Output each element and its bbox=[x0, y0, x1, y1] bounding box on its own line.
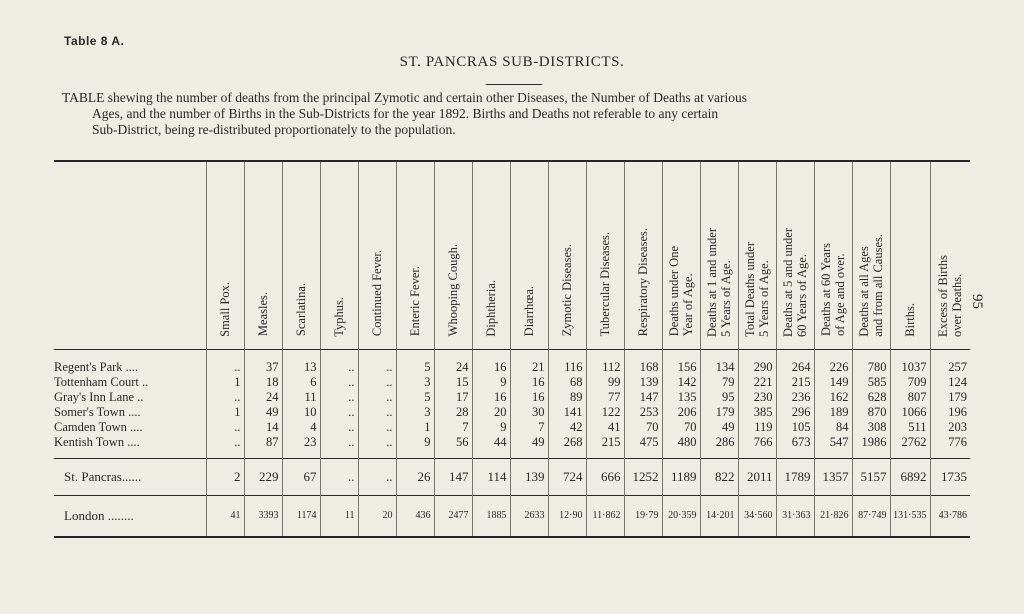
row-label: Tottenham Court .. bbox=[54, 374, 149, 389]
table-cell: 87·749 bbox=[852, 495, 890, 537]
table-cell: 116 bbox=[548, 349, 586, 375]
table-cell: 11·862 bbox=[586, 495, 624, 537]
spacer-cell bbox=[358, 450, 396, 459]
page-number: 95 bbox=[969, 294, 985, 309]
column-header-label: Small Pox. bbox=[218, 281, 232, 337]
table-cell: 2011 bbox=[738, 458, 776, 495]
table-cell: 10 bbox=[282, 405, 320, 420]
table-cell: 7 bbox=[510, 420, 548, 435]
table-cell: 119 bbox=[738, 420, 776, 435]
table-cell: 89 bbox=[548, 390, 586, 405]
table-cell: 189 bbox=[814, 405, 852, 420]
table-cell: .. bbox=[358, 405, 396, 420]
table-cell: 196 bbox=[930, 405, 970, 420]
table-cell: 168 bbox=[624, 349, 662, 375]
column-header-label: Diarrhœa. bbox=[522, 286, 536, 337]
column-header bbox=[700, 161, 738, 349]
table-cell: 95 bbox=[700, 390, 738, 405]
table-cell: .. bbox=[320, 375, 358, 390]
table-cell: .. bbox=[320, 458, 358, 495]
table-cell: 666 bbox=[586, 458, 624, 495]
column-header bbox=[586, 161, 624, 349]
table-cell: 31·363 bbox=[776, 495, 814, 537]
table-cell: 286 bbox=[700, 435, 738, 450]
column-header bbox=[930, 161, 970, 349]
column-header bbox=[206, 161, 244, 349]
table-cell: .. bbox=[320, 405, 358, 420]
table-cell: 3 bbox=[396, 375, 434, 390]
table-row bbox=[54, 349, 970, 375]
column-header-label: Enteric Fever. bbox=[408, 266, 422, 337]
table-cell: 229 bbox=[244, 458, 282, 495]
column-header-label: Scarlatina. bbox=[294, 283, 308, 337]
table-cell: .. bbox=[206, 349, 244, 375]
spacer-cell bbox=[548, 450, 586, 459]
spacer-cell bbox=[776, 450, 814, 459]
table-cell: 3393 bbox=[244, 495, 282, 537]
column-header-label: Whooping Cough. bbox=[446, 244, 460, 337]
table-cell: 1037 bbox=[890, 349, 930, 375]
row-label: London ........ bbox=[54, 495, 206, 537]
table-cell: 16 bbox=[510, 390, 548, 405]
table-cell: 149 bbox=[814, 375, 852, 390]
column-header-label: Measles. bbox=[256, 292, 270, 337]
table-cell: .. bbox=[206, 390, 244, 405]
column-header bbox=[662, 161, 700, 349]
table-cell: 42 bbox=[548, 420, 586, 435]
row-label: Camden Town .... bbox=[54, 419, 143, 434]
header-corner bbox=[54, 161, 206, 349]
table-cell: 18 bbox=[244, 375, 282, 390]
table-cell: 2762 bbox=[890, 435, 930, 450]
table-cell: 49 bbox=[510, 435, 548, 450]
table-cell: 41 bbox=[586, 420, 624, 435]
spacer-cell bbox=[930, 450, 970, 459]
table-cell: 134 bbox=[700, 349, 738, 375]
table-cell: 179 bbox=[700, 405, 738, 420]
table-cell: 114 bbox=[472, 458, 510, 495]
table-cell: 221 bbox=[738, 375, 776, 390]
column-header-label: Zymotic Diseases. bbox=[560, 244, 574, 337]
table-cell: 2477 bbox=[434, 495, 472, 537]
table-cell: 24 bbox=[244, 390, 282, 405]
column-header bbox=[472, 161, 510, 349]
table-cell: 37 bbox=[244, 349, 282, 375]
table-cell: 511 bbox=[890, 420, 930, 435]
table-cell: 1 bbox=[206, 405, 244, 420]
table-cell: 16 bbox=[472, 390, 510, 405]
table-cell: 147 bbox=[624, 390, 662, 405]
table-body bbox=[54, 349, 970, 537]
table-cell: 142 bbox=[662, 375, 700, 390]
table-cell: 14 bbox=[244, 420, 282, 435]
spacer-cell bbox=[206, 450, 244, 459]
table-cell: .. bbox=[320, 390, 358, 405]
spacer-cell bbox=[738, 450, 776, 459]
table-cell: 780 bbox=[852, 349, 890, 375]
spacer-cell bbox=[814, 450, 852, 459]
spacer-cell bbox=[434, 450, 472, 459]
table-cell: 6892 bbox=[890, 458, 930, 495]
table-cell: 1174 bbox=[282, 495, 320, 537]
spacer-cell bbox=[320, 450, 358, 459]
column-header-label: Tubercular Diseases. bbox=[598, 232, 612, 337]
column-header bbox=[776, 161, 814, 349]
table-cell: 11 bbox=[282, 390, 320, 405]
table-row bbox=[54, 420, 970, 435]
table-cell: 139 bbox=[624, 375, 662, 390]
table-cell: 124 bbox=[930, 375, 970, 390]
table-cell: 43·786 bbox=[930, 495, 970, 537]
table-cell: 1 bbox=[396, 420, 434, 435]
column-header-label: Deaths at 5 and under 60 Years of Age. bbox=[781, 227, 809, 337]
spacer-cell bbox=[282, 450, 320, 459]
table-cell: 23 bbox=[282, 435, 320, 450]
table-cell: 20·359 bbox=[662, 495, 700, 537]
table-cell: 257 bbox=[930, 349, 970, 375]
table-cell: 16 bbox=[510, 375, 548, 390]
table-cell: 14·201 bbox=[700, 495, 738, 537]
table-cell: 206 bbox=[662, 405, 700, 420]
column-header-label: Typhus. bbox=[332, 296, 346, 337]
table-cell: 807 bbox=[890, 390, 930, 405]
spacer-cell bbox=[700, 450, 738, 459]
table-cell: 70 bbox=[624, 420, 662, 435]
table-cell: 49 bbox=[244, 405, 282, 420]
table-cell: 67 bbox=[282, 458, 320, 495]
column-header-label: Births. bbox=[903, 302, 917, 337]
table-cell: 264 bbox=[776, 349, 814, 375]
table-cell: 77 bbox=[586, 390, 624, 405]
table-cell: 84 bbox=[814, 420, 852, 435]
description-line-1: TABLE shewing the number of deaths from the principal Zymotic and certain other Diseases, the Number of Deaths at various bbox=[62, 90, 747, 105]
column-header bbox=[320, 161, 358, 349]
table-cell: 724 bbox=[548, 458, 586, 495]
spacer-cell bbox=[510, 450, 548, 459]
london-row bbox=[54, 495, 970, 537]
row-label: St. Pancras...... bbox=[54, 458, 206, 495]
column-header bbox=[358, 161, 396, 349]
table-cell: 20 bbox=[358, 495, 396, 537]
table-cell: 11 bbox=[320, 495, 358, 537]
spacer-cell bbox=[244, 450, 282, 459]
column-header-label: Deaths at 1 and under 5 Years of Age. bbox=[705, 227, 733, 337]
table-cell: 21 bbox=[510, 349, 548, 375]
table-row bbox=[54, 375, 970, 390]
table-cell: 3 bbox=[396, 405, 434, 420]
table-cell: 28 bbox=[434, 405, 472, 420]
table-row bbox=[54, 390, 970, 405]
table-cell: 1252 bbox=[624, 458, 662, 495]
table-cell: .. bbox=[358, 458, 396, 495]
table-cell: .. bbox=[206, 435, 244, 450]
table-cell: 236 bbox=[776, 390, 814, 405]
column-header bbox=[890, 161, 930, 349]
title-rule bbox=[486, 84, 542, 85]
table-cell: 16 bbox=[472, 349, 510, 375]
table-cell: 49 bbox=[700, 420, 738, 435]
table-cell: 34·560 bbox=[738, 495, 776, 537]
table-cell: 1066 bbox=[890, 405, 930, 420]
table-description bbox=[62, 90, 982, 138]
column-header bbox=[814, 161, 852, 349]
table-cell: 105 bbox=[776, 420, 814, 435]
table-cell: 70 bbox=[662, 420, 700, 435]
table-cell: 56 bbox=[434, 435, 472, 450]
table-cell: 79 bbox=[700, 375, 738, 390]
spacer-cell bbox=[624, 450, 662, 459]
table-cell: 385 bbox=[738, 405, 776, 420]
table-cell: 628 bbox=[852, 390, 890, 405]
table-cell: 9 bbox=[396, 435, 434, 450]
column-header-label: Deaths at 60 Years of Age and over. bbox=[819, 243, 847, 337]
table-cell: 1189 bbox=[662, 458, 700, 495]
column-header-label: Respiratory Diseases. bbox=[636, 228, 650, 337]
column-header-label: Diphtheria. bbox=[484, 279, 498, 337]
column-header-label: Total Deaths under 5 Years of Age. bbox=[743, 241, 771, 337]
table-cell: 41 bbox=[206, 495, 244, 537]
table-cell: 1885 bbox=[472, 495, 510, 537]
column-header-label: Deaths under One Year of Age. bbox=[667, 246, 695, 337]
column-header-label: Deaths at all Ages and from all Causes. bbox=[857, 233, 885, 337]
spacer-cell bbox=[54, 450, 206, 459]
table-cell: 1357 bbox=[814, 458, 852, 495]
row-label: Somer's Town .... bbox=[54, 404, 141, 419]
table-cell: 7 bbox=[434, 420, 472, 435]
table-cell: .. bbox=[320, 349, 358, 375]
column-header bbox=[852, 161, 890, 349]
table-cell: 6 bbox=[282, 375, 320, 390]
column-header bbox=[738, 161, 776, 349]
table-cell: 162 bbox=[814, 390, 852, 405]
table-cell: 139 bbox=[510, 458, 548, 495]
table-cell: 112 bbox=[586, 349, 624, 375]
table-cell: 230 bbox=[738, 390, 776, 405]
table-cell: 26 bbox=[396, 458, 434, 495]
description-line-3: Sub-District, being re-distributed proportionately to the population. bbox=[92, 122, 456, 137]
spacer-cell bbox=[586, 450, 624, 459]
table-cell: 19·79 bbox=[624, 495, 662, 537]
table-cell: 9 bbox=[472, 420, 510, 435]
table-cell: 15 bbox=[434, 375, 472, 390]
table-cell: 436 bbox=[396, 495, 434, 537]
table-cell: 1789 bbox=[776, 458, 814, 495]
table-cell: 268 bbox=[548, 435, 586, 450]
table-cell: .. bbox=[320, 420, 358, 435]
table-cell: 290 bbox=[738, 349, 776, 375]
column-header-label: Continued Fever. bbox=[370, 250, 384, 337]
table-cell: 5 bbox=[396, 349, 434, 375]
table-cell: 547 bbox=[814, 435, 852, 450]
spacer-cell bbox=[890, 450, 930, 459]
row-label: Regent's Park .... bbox=[54, 359, 139, 374]
table-cell: 870 bbox=[852, 405, 890, 420]
table-cell: 179 bbox=[930, 390, 970, 405]
table-cell: 709 bbox=[890, 375, 930, 390]
column-header bbox=[396, 161, 434, 349]
column-header-label: Excess of Births over Deaths. bbox=[936, 254, 965, 337]
column-header bbox=[434, 161, 472, 349]
table-cell: 4 bbox=[282, 420, 320, 435]
table-cell: 296 bbox=[776, 405, 814, 420]
table-cell: 480 bbox=[662, 435, 700, 450]
table-cell: 2633 bbox=[510, 495, 548, 537]
table-cell: .. bbox=[358, 435, 396, 450]
column-header bbox=[510, 161, 548, 349]
table-cell: 475 bbox=[624, 435, 662, 450]
table-cell: 147 bbox=[434, 458, 472, 495]
table-cell: 5 bbox=[396, 390, 434, 405]
table-cell: 2 bbox=[206, 458, 244, 495]
table-row bbox=[54, 435, 970, 450]
table-cell: .. bbox=[320, 435, 358, 450]
table-cell: 24 bbox=[434, 349, 472, 375]
table-cell: 1735 bbox=[930, 458, 970, 495]
table-cell: 9 bbox=[472, 375, 510, 390]
column-header bbox=[282, 161, 320, 349]
table-cell: 253 bbox=[624, 405, 662, 420]
table-cell: 17 bbox=[434, 390, 472, 405]
spacer-cell bbox=[852, 450, 890, 459]
table-cell: 99 bbox=[586, 375, 624, 390]
table-cell: 30 bbox=[510, 405, 548, 420]
total-row bbox=[54, 458, 970, 495]
table-cell: .. bbox=[358, 349, 396, 375]
table-cell: 673 bbox=[776, 435, 814, 450]
column-header bbox=[244, 161, 282, 349]
table-cell: 122 bbox=[586, 405, 624, 420]
table-cell: .. bbox=[358, 390, 396, 405]
mortality-table bbox=[54, 160, 970, 538]
table-cell: 585 bbox=[852, 375, 890, 390]
spacer-cell bbox=[662, 450, 700, 459]
table-cell: 215 bbox=[586, 435, 624, 450]
column-header bbox=[624, 161, 662, 349]
spacer-cell bbox=[396, 450, 434, 459]
table-cell: 21·826 bbox=[814, 495, 852, 537]
spacer-cell bbox=[472, 450, 510, 459]
table-cell: 215 bbox=[776, 375, 814, 390]
table-cell: 135 bbox=[662, 390, 700, 405]
table-cell: 822 bbox=[700, 458, 738, 495]
table-cell: .. bbox=[358, 420, 396, 435]
table-cell: 776 bbox=[930, 435, 970, 450]
page-title: ST. PANCRAS SUB-DISTRICTS. bbox=[399, 54, 625, 70]
table-cell: .. bbox=[206, 420, 244, 435]
table-cell: 203 bbox=[930, 420, 970, 435]
table-row bbox=[54, 405, 970, 420]
table-cell: 141 bbox=[548, 405, 586, 420]
table-id: Table 8 A. bbox=[64, 34, 125, 48]
table-cell: 308 bbox=[852, 420, 890, 435]
table-cell: 1 bbox=[206, 375, 244, 390]
table-cell: 131·535 bbox=[890, 495, 930, 537]
row-spacer bbox=[54, 450, 970, 459]
table-cell: 87 bbox=[244, 435, 282, 450]
table-cell: .. bbox=[358, 375, 396, 390]
description-line-2: Ages, and the number of Births in the Sub-Districts for the year 1892. Births and Deaths not referable to any certain bbox=[92, 106, 719, 121]
row-label: Kentish Town .... bbox=[54, 434, 140, 449]
table-cell: 226 bbox=[814, 349, 852, 375]
table-cell: 1986 bbox=[852, 435, 890, 450]
table-cell: 68 bbox=[548, 375, 586, 390]
column-header bbox=[548, 161, 586, 349]
table-cell: 156 bbox=[662, 349, 700, 375]
header-row bbox=[54, 161, 970, 349]
row-label: Gray's Inn Lane .. bbox=[54, 389, 144, 404]
table-cell: 20 bbox=[472, 405, 510, 420]
table-cell: 5157 bbox=[852, 458, 890, 495]
table-cell: 12·90 bbox=[548, 495, 586, 537]
table-cell: 44 bbox=[472, 435, 510, 450]
table-cell: 766 bbox=[738, 435, 776, 450]
table-cell: 13 bbox=[282, 349, 320, 375]
